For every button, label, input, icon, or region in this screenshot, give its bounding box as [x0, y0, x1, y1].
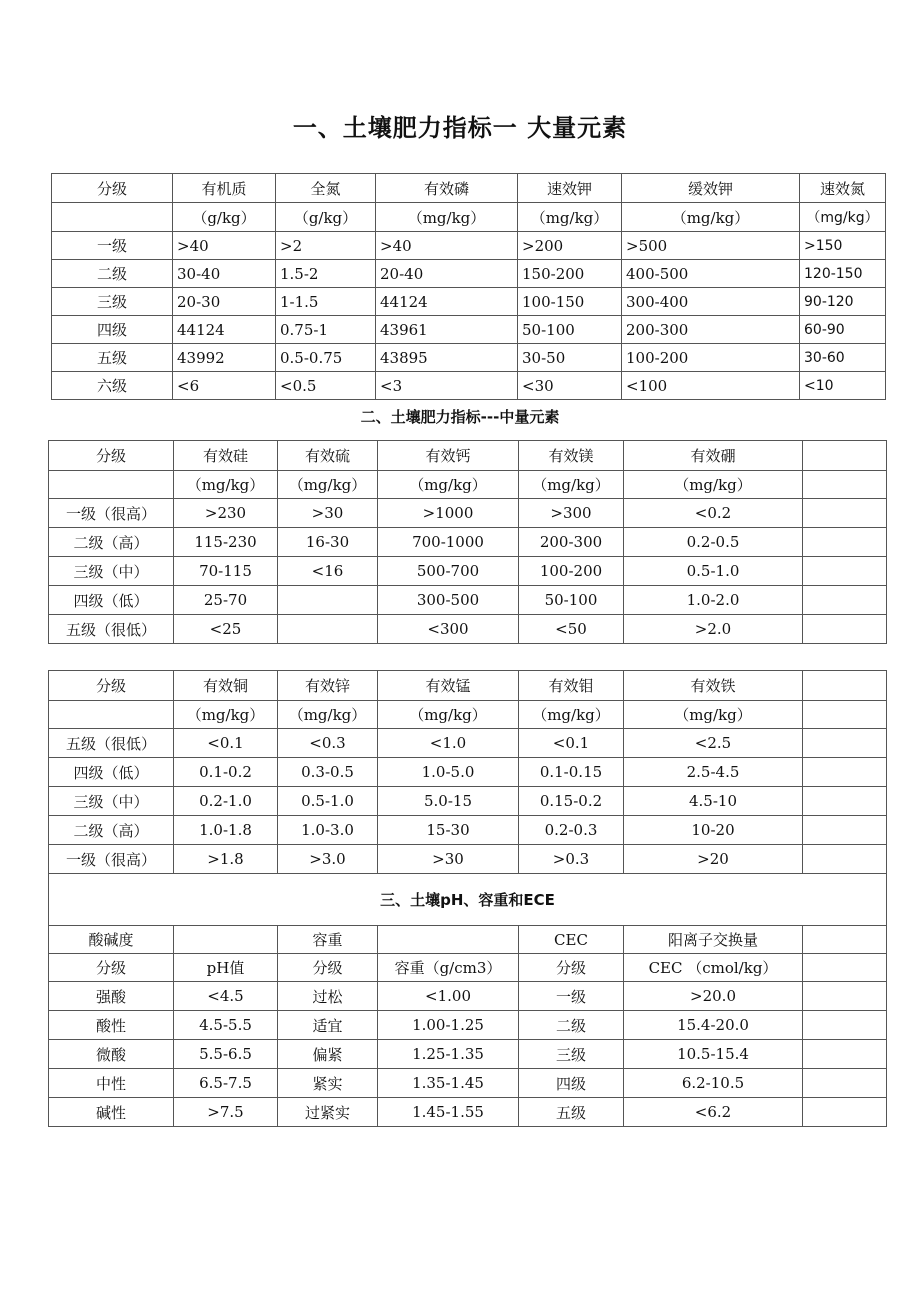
table-cell: 五级（很低）	[49, 729, 174, 758]
table-row	[49, 528, 887, 557]
column-header: 有效硼	[624, 441, 803, 471]
column-header: 速效钾	[518, 174, 622, 203]
table-cell: >1.8	[174, 845, 278, 874]
table-cell: <10	[800, 372, 886, 400]
table-cell: 300-500	[378, 586, 519, 615]
table-cell: >30	[278, 499, 378, 528]
table-cell: 20-40	[376, 260, 518, 288]
table-row	[49, 1069, 887, 1098]
table-cell: 适宜	[278, 1011, 378, 1040]
table-cell	[803, 1098, 887, 1127]
table-cell: 1.25-1.35	[378, 1040, 519, 1069]
table-cell: 五级（很低）	[49, 615, 174, 644]
table-cell: 44124	[173, 316, 276, 344]
table-cell	[803, 758, 887, 787]
table-cell: 500-700	[378, 557, 519, 586]
table-cell: 酸性	[49, 1011, 174, 1040]
table-row	[49, 845, 887, 874]
column-header: 有效硅	[174, 441, 278, 471]
table-cell: 四级	[519, 1069, 624, 1098]
table-cell	[803, 557, 887, 586]
table-cell: 过紧实	[278, 1098, 378, 1127]
table-cell: >20	[624, 845, 803, 874]
table-cell: 0.2-0.3	[519, 816, 624, 845]
table-cell: 一级	[52, 232, 173, 260]
table-cell: 0.3-0.5	[278, 758, 378, 787]
section-2-title: 二、土壤肥力指标---中量元素	[360, 408, 560, 426]
table-cell: 200-300	[519, 528, 624, 557]
table-cell: 1.00-1.25	[378, 1011, 519, 1040]
table-cell: 二级	[519, 1011, 624, 1040]
table-row	[49, 787, 887, 816]
unit-cell: （mg/kg）	[800, 203, 886, 232]
table-cell: <6.2	[624, 1098, 803, 1127]
table-row	[49, 1040, 887, 1069]
table-cell: 五级	[519, 1098, 624, 1127]
table-cell: 200-300	[622, 316, 800, 344]
table-cell: 四级（低）	[49, 586, 174, 615]
sub-header: 分级	[49, 954, 174, 982]
table-cell: 强酸	[49, 982, 174, 1011]
table-row	[49, 758, 887, 787]
table-cell: 1.35-1.45	[378, 1069, 519, 1098]
unit-cell: （mg/kg）	[376, 203, 518, 232]
table-cell	[803, 816, 887, 845]
table-cell	[803, 586, 887, 615]
column-header: 有效磷	[376, 174, 518, 203]
unit-cell: （mg/kg）	[174, 471, 278, 499]
section-3-title: 三、土壤pH、容重和ECE	[49, 874, 887, 926]
table-cell: <0.3	[278, 729, 378, 758]
table-cell: 10-20	[624, 816, 803, 845]
table-cell: 115-230	[174, 528, 278, 557]
table-cell: 1.0-3.0	[278, 816, 378, 845]
table-cell: 15-30	[378, 816, 519, 845]
table-row	[49, 615, 887, 644]
table-cell: 三级	[52, 288, 173, 316]
table-cell: >40	[173, 232, 276, 260]
table-cell	[803, 615, 887, 644]
table-cell: 300-400	[622, 288, 800, 316]
table-row	[49, 982, 887, 1011]
table-cell	[278, 586, 378, 615]
table-cell: 4.5-5.5	[174, 1011, 278, 1040]
table-cell: 六级	[52, 372, 173, 400]
table-cell	[803, 982, 887, 1011]
table-cell: 三级（中）	[49, 787, 174, 816]
table-cell: 43895	[376, 344, 518, 372]
table-cell	[803, 499, 887, 528]
table-cell: 碱性	[49, 1098, 174, 1127]
table-cell: <0.5	[276, 372, 376, 400]
page-title: 一、土壤肥力指标一 大量元素	[292, 114, 628, 142]
column-header: 缓效钾	[622, 174, 800, 203]
group-header	[174, 926, 278, 954]
column-header: 有效硫	[278, 441, 378, 471]
table-cell: 1.5-2	[276, 260, 376, 288]
column-header	[803, 441, 887, 471]
column-header: 分级	[49, 441, 174, 471]
table-cell: <1.00	[378, 982, 519, 1011]
unit-cell	[803, 471, 887, 499]
sub-header: 容重（g/cm3）	[378, 954, 519, 982]
table-cell	[803, 528, 887, 557]
table-cell: 三级（中）	[49, 557, 174, 586]
table-cell: 微酸	[49, 1040, 174, 1069]
table-cell: 0.5-1.0	[624, 557, 803, 586]
table-cell: 四级	[52, 316, 173, 344]
table-cell: >1000	[378, 499, 519, 528]
sub-header: 分级	[519, 954, 624, 982]
table-row	[52, 260, 886, 288]
table-cell: <0.2	[624, 499, 803, 528]
group-header: 阳离子交换量	[624, 926, 803, 954]
unit-cell: （mg/kg）	[622, 203, 800, 232]
unit-cell: （mg/kg）	[624, 701, 803, 729]
table-cell: <300	[378, 615, 519, 644]
table-cell: 15.4-20.0	[624, 1011, 803, 1040]
table-cell: 10.5-15.4	[624, 1040, 803, 1069]
sub-header: pH值	[174, 954, 278, 982]
table-cell: <100	[622, 372, 800, 400]
table-cell	[803, 1069, 887, 1098]
header-row	[52, 174, 886, 203]
table-cell: >200	[518, 232, 622, 260]
column-header: 有机质	[173, 174, 276, 203]
group-header: 容重	[278, 926, 378, 954]
sub-header	[803, 954, 887, 982]
unit-cell: （g/kg）	[173, 203, 276, 232]
group-header: 酸碱度	[49, 926, 174, 954]
table-cell: 150-200	[518, 260, 622, 288]
table-cell: 30-40	[173, 260, 276, 288]
unit-cell: （mg/kg）	[174, 701, 278, 729]
table-cell: 90-120	[800, 288, 886, 316]
table-row	[49, 557, 887, 586]
sub-header-row	[49, 954, 887, 982]
table-cell: 16-30	[278, 528, 378, 557]
table-cell: 0.1-0.2	[174, 758, 278, 787]
table-cell: >40	[376, 232, 518, 260]
table-cell: 过松	[278, 982, 378, 1011]
table-cell: 一级（很高）	[49, 845, 174, 874]
table-cell: 一级（很高）	[49, 499, 174, 528]
table-cell	[803, 845, 887, 874]
unit-cell: （mg/kg）	[518, 203, 622, 232]
table-cell: 5.0-15	[378, 787, 519, 816]
column-header: 有效铁	[624, 671, 803, 701]
table-cell: 6.2-10.5	[624, 1069, 803, 1098]
unit-cell: （g/kg）	[276, 203, 376, 232]
table-cell: 50-100	[519, 586, 624, 615]
column-header: 有效锰	[378, 671, 519, 701]
unit-cell: （mg/kg）	[278, 701, 378, 729]
table-cell: 二级（高）	[49, 528, 174, 557]
column-header: 有效锌	[278, 671, 378, 701]
column-header: 有效镁	[519, 441, 624, 471]
table-cell: 50-100	[518, 316, 622, 344]
table-cell: >0.3	[519, 845, 624, 874]
table-cell: >2	[276, 232, 376, 260]
table-cell: 四级（低）	[49, 758, 174, 787]
unit-row	[49, 701, 887, 729]
table-cell: 2.5-4.5	[624, 758, 803, 787]
table-cell: <3	[376, 372, 518, 400]
table-cell	[278, 615, 378, 644]
table-cell: <0.1	[519, 729, 624, 758]
table-row	[52, 316, 886, 344]
unit-row	[52, 203, 886, 232]
column-header: 速效氮	[800, 174, 886, 203]
table-cell: <2.5	[624, 729, 803, 758]
table-row	[49, 586, 887, 615]
table-cell: 100-200	[519, 557, 624, 586]
group-header: CEC	[519, 926, 624, 954]
table-cell: 中性	[49, 1069, 174, 1098]
table-cell: 60-90	[800, 316, 886, 344]
header-row	[49, 671, 887, 701]
unit-cell	[49, 471, 174, 499]
table-cell: 0.75-1	[276, 316, 376, 344]
table-cell	[803, 787, 887, 816]
unit-cell	[49, 701, 174, 729]
table-cell: >20.0	[624, 982, 803, 1011]
column-header: 全氮	[276, 174, 376, 203]
table-cell: >2.0	[624, 615, 803, 644]
table-cell: >7.5	[174, 1098, 278, 1127]
table-cell: 1.0-2.0	[624, 586, 803, 615]
table-cell: <16	[278, 557, 378, 586]
table-cell: 100-200	[622, 344, 800, 372]
table-cell: >500	[622, 232, 800, 260]
table-cell: 4.5-10	[624, 787, 803, 816]
table-cell: >230	[174, 499, 278, 528]
table-cell: 6.5-7.5	[174, 1069, 278, 1098]
table-cell: >300	[519, 499, 624, 528]
table-cell	[803, 1040, 887, 1069]
table-cell	[803, 1011, 887, 1040]
table-cell: 25-70	[174, 586, 278, 615]
macro-elements-table	[51, 173, 886, 400]
table-row	[49, 499, 887, 528]
table-cell: 1.0-1.8	[174, 816, 278, 845]
table-cell: 1.0-5.0	[378, 758, 519, 787]
table-row	[52, 288, 886, 316]
table-cell: <30	[518, 372, 622, 400]
table-cell: <1.0	[378, 729, 519, 758]
table-cell: 0.15-0.2	[519, 787, 624, 816]
table-cell: <50	[519, 615, 624, 644]
medium-elements-table	[48, 440, 887, 644]
column-header	[803, 671, 887, 701]
table-cell: 5.5-6.5	[174, 1040, 278, 1069]
table-cell: <25	[174, 615, 278, 644]
unit-cell: （mg/kg）	[278, 471, 378, 499]
table-cell: 0.5-1.0	[278, 787, 378, 816]
table-cell: 400-500	[622, 260, 800, 288]
table-cell: >3.0	[278, 845, 378, 874]
group-header-row	[49, 926, 887, 954]
table-cell: >30	[378, 845, 519, 874]
table-cell: 一级	[519, 982, 624, 1011]
unit-cell	[52, 203, 173, 232]
table-cell: 700-1000	[378, 528, 519, 557]
sub-header: 分级	[278, 954, 378, 982]
unit-cell: （mg/kg）	[519, 471, 624, 499]
table-cell: 0.5-0.75	[276, 344, 376, 372]
unit-cell: （mg/kg）	[624, 471, 803, 499]
table-cell: 二级（高）	[49, 816, 174, 845]
table-cell: 0.1-0.15	[519, 758, 624, 787]
table-cell: 三级	[519, 1040, 624, 1069]
table-cell	[803, 729, 887, 758]
table-cell: 1-1.5	[276, 288, 376, 316]
table-cell: <6	[173, 372, 276, 400]
trace-ph-cec-table	[48, 670, 887, 1127]
unit-row	[49, 471, 887, 499]
table-cell: 二级	[52, 260, 173, 288]
table-cell: 70-115	[174, 557, 278, 586]
table-row	[49, 1011, 887, 1040]
table-row	[52, 232, 886, 260]
table-cell: 30-50	[518, 344, 622, 372]
table-cell: 100-150	[518, 288, 622, 316]
table-cell: 紧实	[278, 1069, 378, 1098]
table-row	[52, 344, 886, 372]
column-header: 有效钼	[519, 671, 624, 701]
group-header	[803, 926, 887, 954]
table-cell: 30-60	[800, 344, 886, 372]
table-cell: 偏紧	[278, 1040, 378, 1069]
group-header	[378, 926, 519, 954]
sub-header: CEC （cmol/kg）	[624, 954, 803, 982]
table-cell: 1.45-1.55	[378, 1098, 519, 1127]
column-header: 分级	[52, 174, 173, 203]
table-row	[49, 1098, 887, 1127]
column-header: 有效钙	[378, 441, 519, 471]
table-cell: 44124	[376, 288, 518, 316]
table-cell: 43992	[173, 344, 276, 372]
table-cell: 120-150	[800, 260, 886, 288]
table-row	[52, 372, 886, 400]
table-cell: <4.5	[174, 982, 278, 1011]
unit-cell: （mg/kg）	[519, 701, 624, 729]
table-cell: <0.1	[174, 729, 278, 758]
section-3-title-row	[49, 874, 887, 926]
table-row	[49, 816, 887, 845]
column-header: 分级	[49, 671, 174, 701]
unit-cell	[803, 701, 887, 729]
column-header: 有效铜	[174, 671, 278, 701]
table-row	[49, 729, 887, 758]
table-cell: 0.2-1.0	[174, 787, 278, 816]
table-cell: 0.2-0.5	[624, 528, 803, 557]
unit-cell: （mg/kg）	[378, 701, 519, 729]
table-cell: >150	[800, 232, 886, 260]
table-cell: 20-30	[173, 288, 276, 316]
unit-cell: （mg/kg）	[378, 471, 519, 499]
header-row	[49, 441, 887, 471]
table-cell: 43961	[376, 316, 518, 344]
table-cell: 五级	[52, 344, 173, 372]
